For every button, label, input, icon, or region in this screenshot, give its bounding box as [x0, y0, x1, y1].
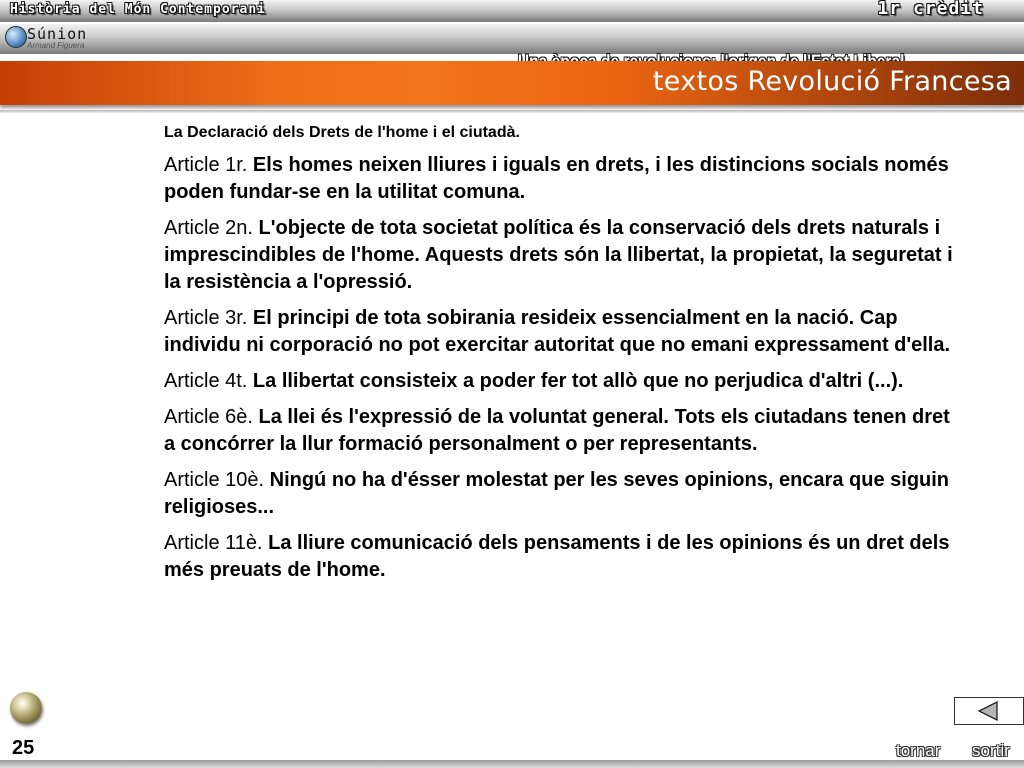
section-banner: [0, 61, 1024, 105]
article-2: [164, 215, 964, 296]
exit-link[interactable]: sortir: [972, 741, 1010, 760]
article-text: Els homes neixen lliures i iguals en drets, i les distincions socials només poden fundar-se en la utilitat comuna.: [164, 154, 949, 203]
bottom-bar: [0, 760, 1024, 768]
credit-label: 1r crèdit: [877, 0, 984, 19]
unit-header-bar: [0, 24, 1024, 54]
article-4: [164, 368, 964, 395]
document-content: [164, 122, 964, 593]
article-11: [164, 530, 964, 584]
article-6: [164, 404, 964, 458]
course-title: Història del Món Contemporani: [10, 2, 266, 17]
article-label: Article 10è.: [164, 469, 265, 491]
logo-name: Súnion: [27, 25, 88, 43]
article-label: Article 3r.: [164, 307, 248, 329]
divider: [0, 110, 1024, 113]
section-title: textos Revolució Francesa: [652, 66, 1012, 97]
article-text: La llei és l'expressió de la voluntat general. Tots els ciutadans tenen dret a concórrer la llur formació personalment o per representants.: [164, 406, 950, 455]
left-triangle-icon: [977, 701, 999, 721]
article-label: Article 2n.: [164, 217, 253, 239]
article-label: Article 1r.: [164, 154, 248, 176]
sunion-logo: [5, 24, 115, 52]
page-number: 25: [12, 737, 35, 759]
gold-sphere-icon[interactable]: [10, 692, 42, 724]
globe-icon: [5, 26, 27, 48]
document-heading: La Declaració dels Drets de l'home i el ciutadà.: [164, 124, 520, 141]
top-header-bar: [0, 0, 1024, 22]
article-10: [164, 467, 964, 521]
article-text: Ningú no ha d'ésser molestat per les seves opinions, encara que siguin religioses...: [164, 469, 950, 518]
article-1: [164, 152, 964, 206]
article-label: Article 11è.: [164, 532, 263, 554]
article-text: La llibertat consisteix a poder fer tot allò que no perjudica d'altri (...).: [252, 370, 904, 392]
article-text: L'objecte de tota societat política és la conservació dels drets naturals i imprescindibles de l'home. Aquests drets són la llibertat, la propietat, la seguretat i la resistència a l'opressió.: [164, 217, 953, 293]
article-label: Article 4t.: [164, 370, 248, 392]
article-text: El principi de tota sobirania resideix essencialment en la nació. Cap individu ni corporació no pot exercitar autoritat que no emani expressament d'ella.: [164, 307, 951, 356]
article-text: La lliure comunicació dels pensaments i de les opinions és un dret dels més preuats de l'home.: [164, 532, 950, 581]
article-3: [164, 305, 964, 359]
article-label: Article 6è.: [164, 406, 253, 428]
back-link[interactable]: tornar: [896, 741, 941, 760]
logo-subtitle: Armand Figuera: [27, 41, 85, 50]
back-arrow-button[interactable]: [954, 697, 1024, 725]
